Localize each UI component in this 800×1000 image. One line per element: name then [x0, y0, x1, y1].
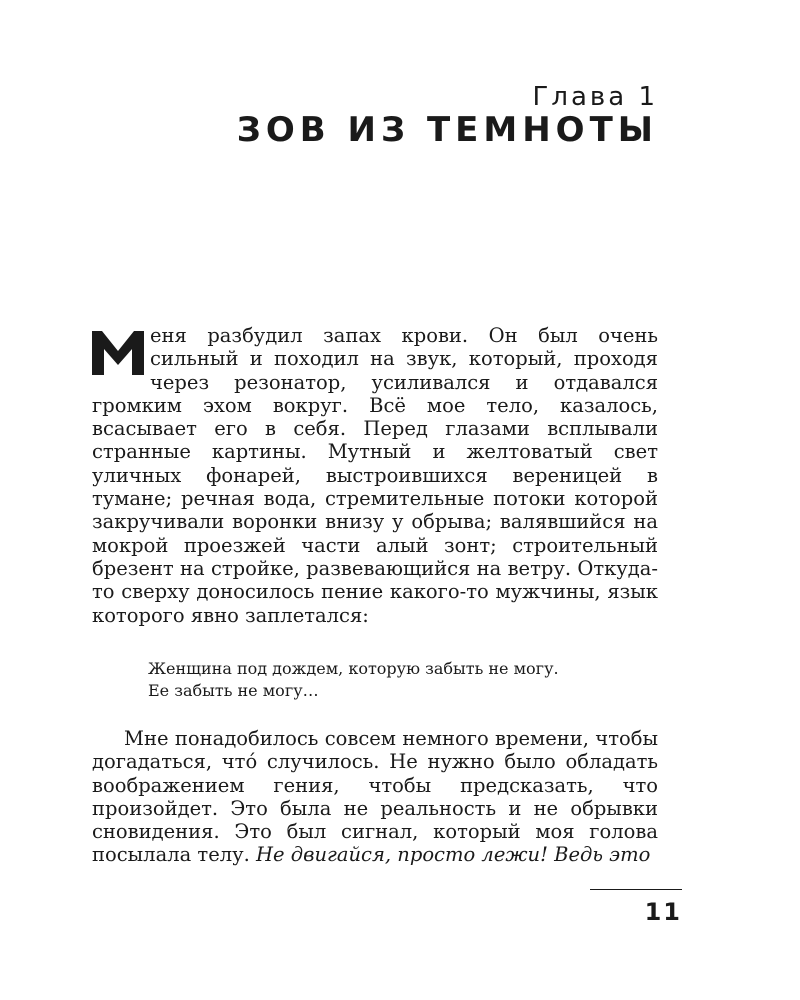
paragraph-2 — [92, 727, 658, 867]
paragraph-1 — [92, 324, 658, 627]
verse-line-2: Ее забыть не могу… — [148, 681, 319, 700]
chapter-label: Глава 1 — [532, 82, 658, 112]
paragraph-2-italic: Не двигайся, просто лежи! Ведь это — [256, 843, 651, 867]
paragraph-2-text: Мне понадобилось совсем немного времени, чтобы догадаться, что́ случилось. Не нужно было обладать воображением гения, чтобы предсказать, что произойдет. Это была не реальность и не обрывки сновидения. Это был сигнал, который моя голова посылала телу. — [92, 727, 658, 867]
paragraph-1-text: еня разбудил запах крови. Он был очень сильный и походил на звук, который, проходя через резонатор, усиливался и отдавался громким эхом вокруг. Всё мое тело, казалось, всасывает его в себя. Перед глазами всплывали странные картины. Мутный и желтоватый свет уличных фонарей, выстроившихся вереницей в тумане; речная вода, стремительные потоки которой закручивали воронки внизу у обрыва; валявшийся на мокрой проезжей части алый зонт; строительный брезент на стройке, развевающийся на ветру. Откуда-то сверху доносилось пение какого-то мужчины, язык которого явно заплетался: — [92, 324, 658, 627]
page-number: 11 — [644, 898, 682, 926]
chapter-title: ЗОВ ИЗ ТЕМНОТЫ — [236, 110, 658, 150]
folio-rule — [590, 889, 682, 890]
dropcap — [92, 331, 144, 375]
verse-quote — [148, 658, 559, 702]
verse-line-1: Женщина под дождем, которую забыть не могу. — [148, 659, 559, 678]
